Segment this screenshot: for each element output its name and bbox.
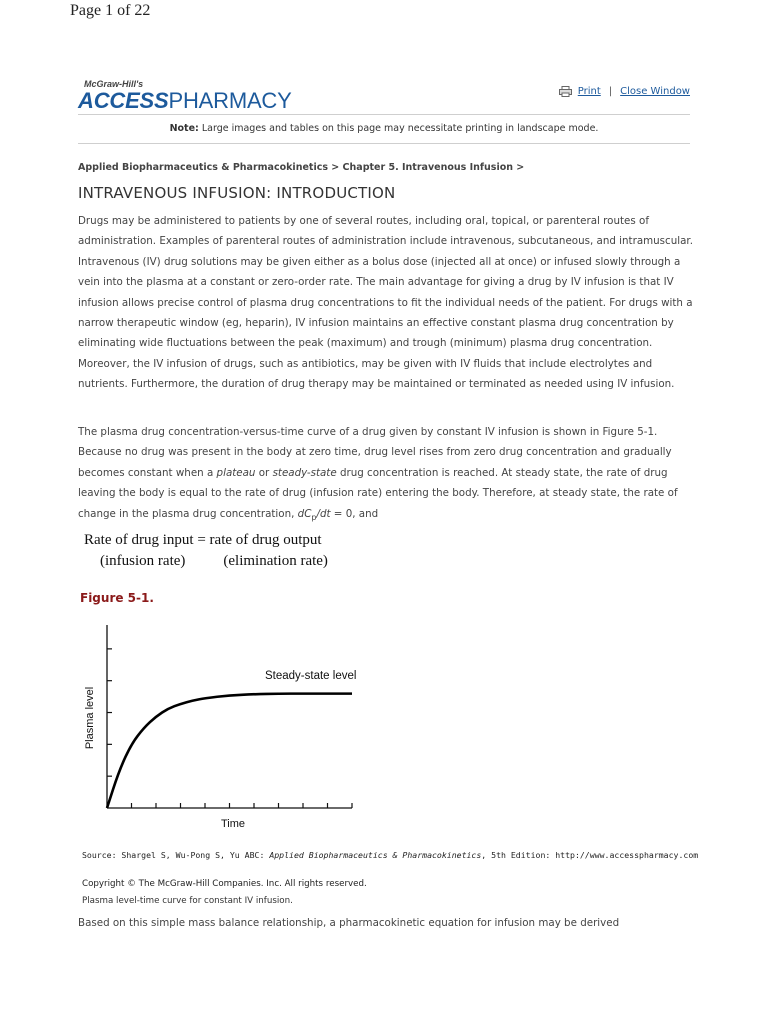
- print-link[interactable]: Print: [577, 86, 601, 97]
- figure-label[interactable]: Figure 5-1.: [80, 591, 154, 605]
- printer-icon[interactable]: [559, 86, 572, 97]
- close-window-link[interactable]: Close Window: [620, 86, 690, 97]
- logo-wordmark: [78, 89, 292, 113]
- landscape-note: [0, 123, 768, 134]
- x-axis-label: Time: [220, 818, 246, 830]
- p2-sub-p: p: [311, 512, 317, 522]
- p2-dc: dC: [297, 507, 312, 520]
- eq-input: Rate of drug input: [84, 532, 194, 548]
- source-prefix: Source: Shargel S, Wu-Pong S, Yu ABC:: [82, 850, 270, 860]
- p2-or: or: [255, 466, 273, 479]
- logo-pharmacy: PHARMACY: [168, 88, 292, 113]
- steady-state-annotation: Steady-state level: [265, 670, 357, 682]
- p2-end: = 0, and: [330, 507, 379, 520]
- y-axis-label: Plasma level: [84, 686, 96, 750]
- figure-caption: Plasma level-time curve for constant IV infusion.: [82, 896, 293, 906]
- plasma-level-chart: [80, 615, 370, 835]
- logo-access: ACCESS: [78, 88, 169, 113]
- paragraph-last-line: Based on this simple mass balance relationship, a pharmacokinetic equation for infusion may be derived: [78, 917, 620, 929]
- page-title: INTRAVENOUS INFUSION: INTRODUCTION: [78, 184, 396, 202]
- y-ticks: [107, 649, 112, 776]
- divider-top: [78, 114, 690, 115]
- figure-source: [82, 850, 698, 861]
- note-text: Large images and tables on this page may necessitate printing in landscape mode.: [198, 123, 599, 134]
- divider-bottom: [78, 143, 690, 144]
- rate-equation: [84, 530, 328, 572]
- window-toolbar: [559, 86, 690, 97]
- eq-output: rate of drug output: [209, 532, 322, 548]
- page-number: Page 1 of 22: [70, 2, 151, 19]
- toolbar-separator: |: [608, 86, 613, 97]
- p2-dt: /dt: [316, 507, 331, 520]
- eq-elimination-rate: (elimination rate): [223, 553, 328, 569]
- logo-mcgraw-hill: McGraw-Hill's: [84, 79, 144, 89]
- breadcrumb[interactable]: Applied Biopharmaceutics & Pharmacokinetics > Chapter 5. Intravenous Infusion >: [78, 162, 525, 173]
- note-label: Note:: [169, 123, 199, 134]
- source-suffix: , 5th Edition: http://www.accesspharmacy.com: [481, 850, 699, 860]
- paragraph-intro: Drugs may be administered to patients by one of several routes, including oral, topical, or parenteral routes of administration. Examples of parenteral routes of administration include intravenous, subcutaneous, and intramuscular. Intravenous (IV) drug solutions may be given either as a bolus dose (injected all at once) or infused slowly through a vein into the plasma at a constant or zero-order rate. The main advantage for giving a drug by IV infusion is that IV infusion allows precise control of plasma drug concentrations to fit the individual needs of the patient. For drugs with a narrow therapeutic window (eg, heparin), IV infusion maintains an effective constant plasma drug concentration by eliminating wide fluctuations between the peak (maximum) and trough (minimum) plasma drug concentration. Moreover, the IV infusion of drugs, such as antibiotics, may be given with IV fluids that include electrolytes and nutrients. Furthermore, the duration of drug therapy may be maintained or terminated as needed using IV infusion.: [78, 215, 693, 391]
- access-pharmacy-logo[interactable]: [78, 80, 292, 113]
- p2-plateau: plateau: [216, 466, 256, 479]
- p2-text-2: drug concentration is reached. At steady state, the rate of drug leaving the body is equal to the rate of drug (infusion rate) entering the body. Therefore, at steady state, the rate of change in the plasma drug concentration,: [78, 466, 678, 520]
- copyright: Copyright © The McGraw-Hill Companies. Inc. All rights reserved.: [82, 879, 367, 889]
- plasma-curve: [107, 694, 352, 808]
- eq-equals: =: [193, 532, 210, 548]
- eq-infusion-rate: (infusion rate): [100, 553, 186, 569]
- source-book: Applied Biopharmaceutics & Pharmacokinetics: [269, 850, 482, 860]
- p2-steady-state: steady-state: [272, 466, 337, 479]
- p2-text-1: The plasma drug concentration-versus-time curve of a drug given by constant IV infusion is shown in Figure 5-1. Because no drug was present in the body at zero time, drug level rises from zero drug concentration and gradually becomes constant when a: [78, 426, 672, 479]
- paragraph-steady-state: [78, 422, 694, 528]
- x-ticks: [132, 803, 353, 808]
